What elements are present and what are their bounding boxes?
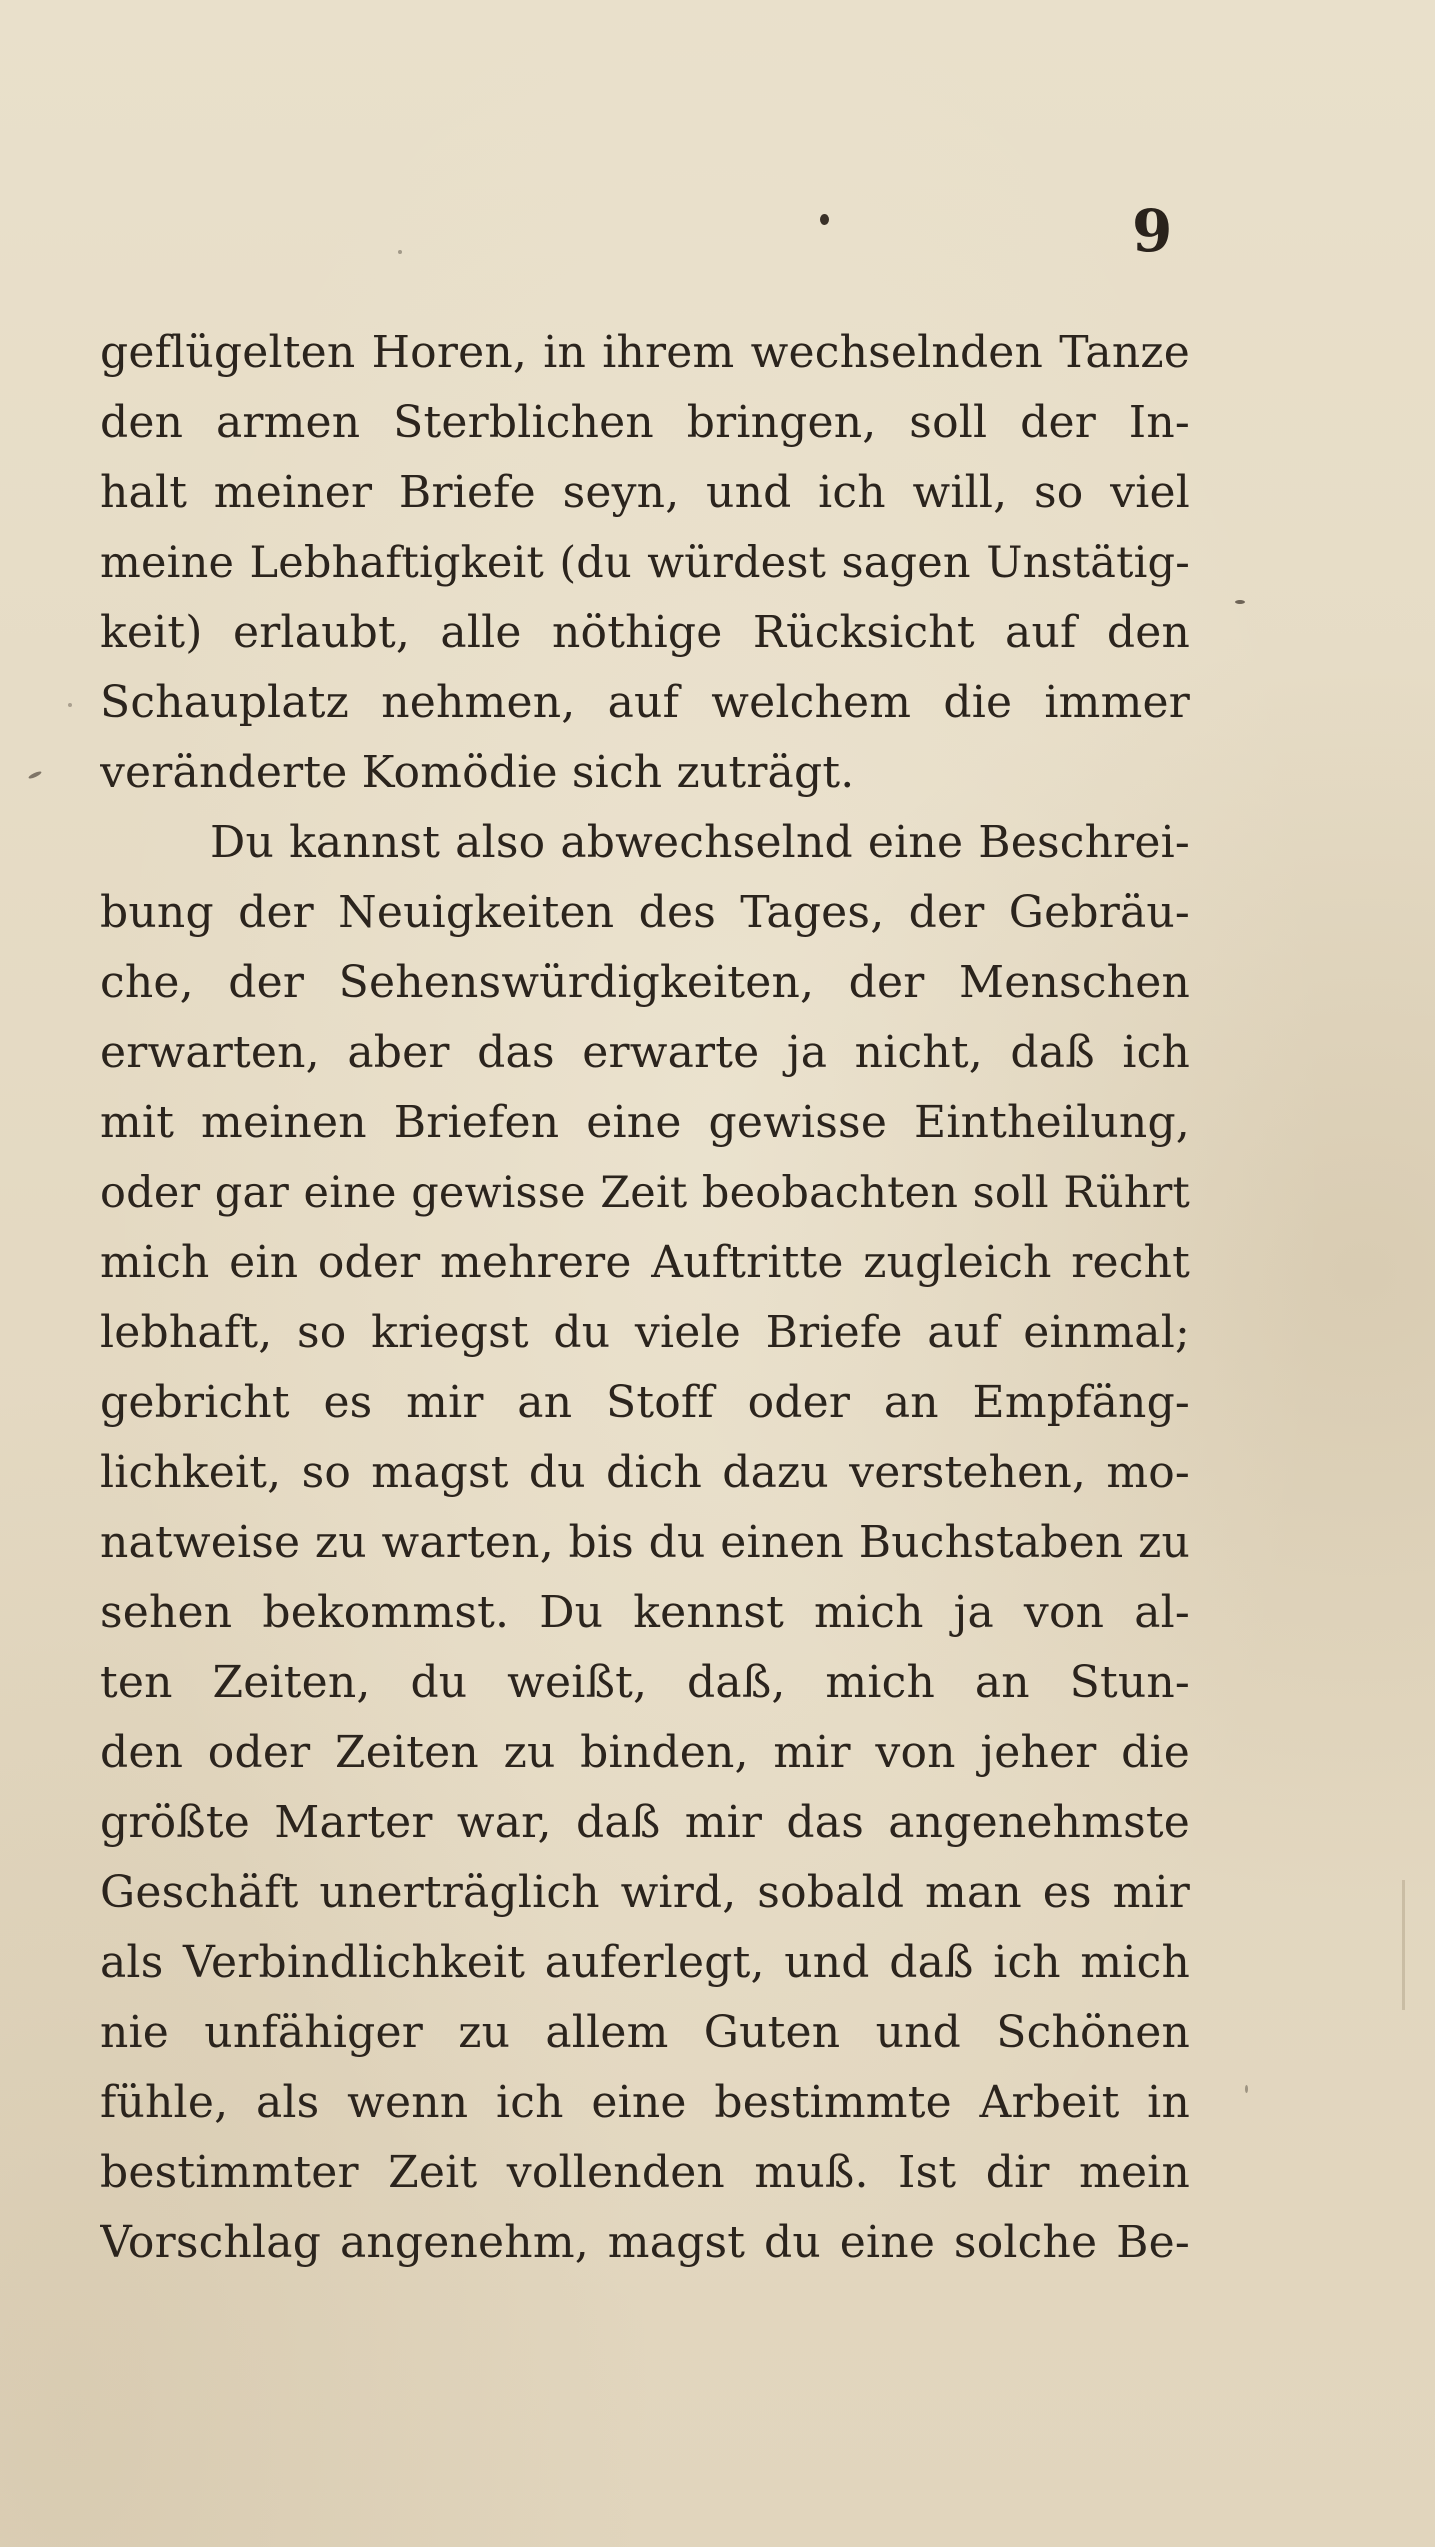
paper-crease [1402, 1880, 1405, 2010]
ink-speck [398, 250, 402, 254]
text-line-27: bestimmter Zeit vollenden muß. Ist dir mein [100, 2147, 1190, 2198]
text-line-11: erwarten, aber das erwarte ja nicht, daß ich [100, 1027, 1190, 1078]
text-line-15: lebhaft, so kriegst du viele Briefe auf einmal; [100, 1307, 1190, 1358]
text-line-14: mich ein oder mehrere Auftritte zugleich recht [100, 1237, 1190, 1288]
ink-speck [820, 214, 829, 225]
text-line-3: halt meiner Briefe seyn, und ich will, so viel [100, 467, 1190, 518]
ink-speck [1235, 600, 1245, 604]
text-line-23: Geschäft unerträglich wird, sobald man es mir [100, 1867, 1190, 1918]
text-line-6: Schauplatz nehmen, auf welchem die immer [100, 677, 1190, 728]
text-line-28: Vorschlag angenehm, magst du eine solche Be- [100, 2217, 1190, 2268]
text-line-21: den oder Zeiten zu binden, mir von jeher die [100, 1727, 1190, 1778]
text-line-13: oder gar eine gewisse Zeit beobachten soll Rührt [100, 1168, 1190, 1218]
text-line-26: fühle, als wenn ich eine bestimmte Arbeit in [100, 2077, 1190, 2128]
text-line-16: gebricht es mir an Stoff oder an Empfäng- [100, 1377, 1190, 1428]
text-line-17: lichkeit, so magst du dich dazu verstehen, mo- [100, 1447, 1190, 1498]
text-line-12: mit meinen Briefen eine gewisse Eintheilung, [100, 1097, 1190, 1148]
text-line-8: Du kannst also abwechselnd eine Beschrei- [210, 817, 1190, 868]
text-line-7: veränderte Komödie sich zuträgt. [100, 747, 855, 798]
body-text [100, 318, 1190, 2278]
text-line-25: nie unfähiger zu allem Guten und Schönen [100, 2007, 1190, 2058]
text-line-9: bung der Neuigkeiten des Tages, der Gebräu- [100, 887, 1190, 938]
text-line-20: ten Zeiten, du weißt, daß, mich an Stun- [100, 1657, 1190, 1708]
text-line-4: meine Lebhaftigkeit (du würdest sagen Unstätig- [100, 538, 1190, 588]
text-line-1: geflügelten Horen, in ihrem wechselnden Tanze [100, 327, 1190, 378]
ink-speck [68, 703, 72, 707]
ink-speck [28, 770, 42, 780]
text-line-10: che, der Sehenswürdigkeiten, der Menschen [100, 957, 1190, 1008]
text-line-2: den armen Sterblichen bringen, soll der In- [100, 397, 1190, 448]
text-line-19: sehen bekommst. Du kennst mich ja von al- [100, 1587, 1190, 1638]
ink-speck [1245, 2085, 1248, 2093]
text-line-24: als Verbindlichkeit auferlegt, und daß ich mich [100, 1937, 1190, 1988]
page-number: 9 [1132, 197, 1173, 265]
text-line-18: natweise zu warten, bis du einen Buchstaben zu [100, 1517, 1190, 1568]
text-line-5: keit) erlaubt, alle nöthige Rücksicht auf den [100, 607, 1190, 658]
text-line-22: größte Marter war, daß mir das angenehmste [100, 1797, 1190, 1848]
